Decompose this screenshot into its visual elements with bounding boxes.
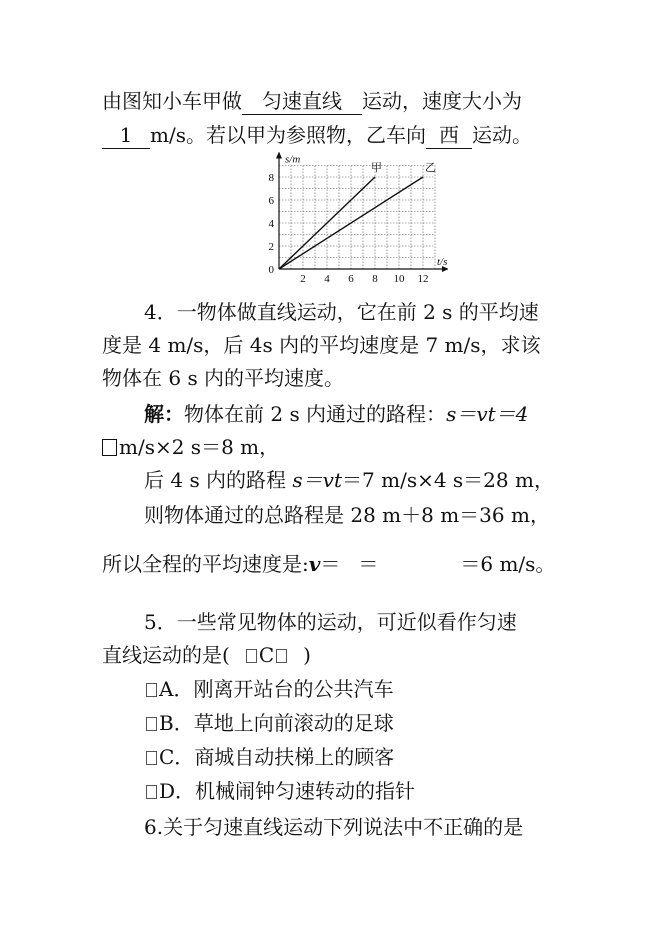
- q5-option-c: [144, 740, 614, 774]
- answer-blank-direction: 西: [426, 122, 472, 149]
- placeholder-box-icon: [146, 785, 157, 799]
- solution-step-5: 所以全程的平均速度是:: [102, 552, 309, 576]
- q5-stem-end: 直线运动的是(: [102, 643, 230, 667]
- answer-blank-motion: 匀速直线: [242, 88, 362, 115]
- q5-paren-close: ): [303, 643, 311, 667]
- q4-solution-line-2: [102, 430, 572, 464]
- option-letter: A．: [159, 677, 194, 701]
- option-text: 刚离开站台的公共汽车: [193, 677, 394, 701]
- q5-option-a: [144, 672, 614, 706]
- option-text: 草地上向前滚动的足球: [193, 711, 394, 735]
- solution-step-3-result: ＝7 m/s×4 s＝28 m，: [342, 468, 554, 492]
- solution-step-1: 物体在前 2 s 内通过的路程：: [184, 402, 447, 426]
- q3-line-1: [102, 84, 572, 118]
- option-text: 机械闹钟匀速转动的指针: [195, 779, 416, 803]
- q5-answer: C: [258, 643, 275, 667]
- placeholder-box-icon: [146, 683, 157, 697]
- placeholder-box-icon: [276, 649, 287, 663]
- q3-line-2: [102, 118, 572, 152]
- x-axis-label: t/s: [437, 256, 448, 268]
- x-tick-label: 8: [372, 273, 378, 285]
- q3-line1-suffix: 运动，速度大小为: [362, 89, 522, 113]
- placeholder-box-icon: [146, 751, 157, 765]
- solution-formula-3: s＝vt: [292, 468, 343, 492]
- answer-blank-speed: 1: [102, 122, 150, 149]
- solution-step-3: 后 4 s 内的路程: [144, 468, 293, 492]
- q4-line-1: 4．一物体做直线运动，它在前 2 s 的平均速: [144, 300, 539, 324]
- q5-option-d: [144, 774, 614, 808]
- q3-line1-prefix: 由图知小车甲做: [102, 89, 242, 113]
- q4-solution-line-5: [102, 547, 572, 581]
- q4-line-2: 度是 4 m/s，后 4s 内的平均速度是 7 m/s，求该: [102, 333, 541, 357]
- q5-option-b: [144, 706, 614, 740]
- solution-label: 解：: [144, 402, 184, 426]
- y-axis-arrow-icon: [276, 152, 282, 159]
- equals-sign-2: ＝: [358, 552, 379, 576]
- placeholder-box-icon: [102, 439, 117, 456]
- x-tick-label: 6: [348, 273, 354, 285]
- x-tick-label: 10: [393, 273, 405, 285]
- velocity-symbol: v: [308, 552, 321, 576]
- solution-step-2: m/s×2 s＝8 m，: [119, 435, 280, 459]
- q4-solution-line-4: 则物体通过的总路程是 28 m＋8 m＝36 m，: [144, 503, 550, 527]
- placeholder-box-icon: [246, 649, 257, 663]
- q3-line2-middle: m/s。若以甲为参照物，乙车向: [150, 123, 426, 147]
- q6-line-1: 6.关于匀速直线运动下列说法中不正确的是: [144, 815, 524, 839]
- y-axis-label: s/m: [285, 153, 301, 166]
- q5-line-1: 5．一些常见物体的运动，可近似看作匀速: [144, 610, 517, 634]
- q4-solution-line-1: [144, 397, 614, 431]
- solution-formula-1: s＝vt＝4: [446, 402, 529, 426]
- series-label-2: 乙: [425, 162, 436, 174]
- option-letter: B．: [159, 711, 194, 735]
- q5-line-2: [102, 638, 572, 672]
- equals-sign-1: ＝: [320, 552, 341, 576]
- s-t-graph: [258, 152, 448, 288]
- x-tick-label: 4: [324, 273, 330, 285]
- q4-line-3: 物体在 6 s 内的平均速度。: [102, 366, 345, 390]
- option-letter: D．: [159, 779, 196, 803]
- series-label-1: 甲: [371, 162, 382, 174]
- y-tick-label: 4: [268, 218, 274, 230]
- option-text: 商城自动扶梯上的顾客: [194, 745, 395, 769]
- placeholder-box-icon: [146, 717, 157, 731]
- q4-solution-line-3: [144, 463, 614, 497]
- x-tick-label: 12: [417, 273, 429, 285]
- option-letter: C．: [159, 745, 195, 769]
- y-tick-label: 8: [268, 172, 274, 184]
- x-tick-label: 2: [300, 273, 306, 285]
- q3-line2-suffix: 运动。: [471, 123, 532, 147]
- origin-label: 0: [268, 264, 274, 276]
- y-tick-label: 6: [268, 195, 274, 207]
- solution-result: ＝6 m/s。: [460, 552, 556, 576]
- y-tick-label: 2: [268, 241, 274, 253]
